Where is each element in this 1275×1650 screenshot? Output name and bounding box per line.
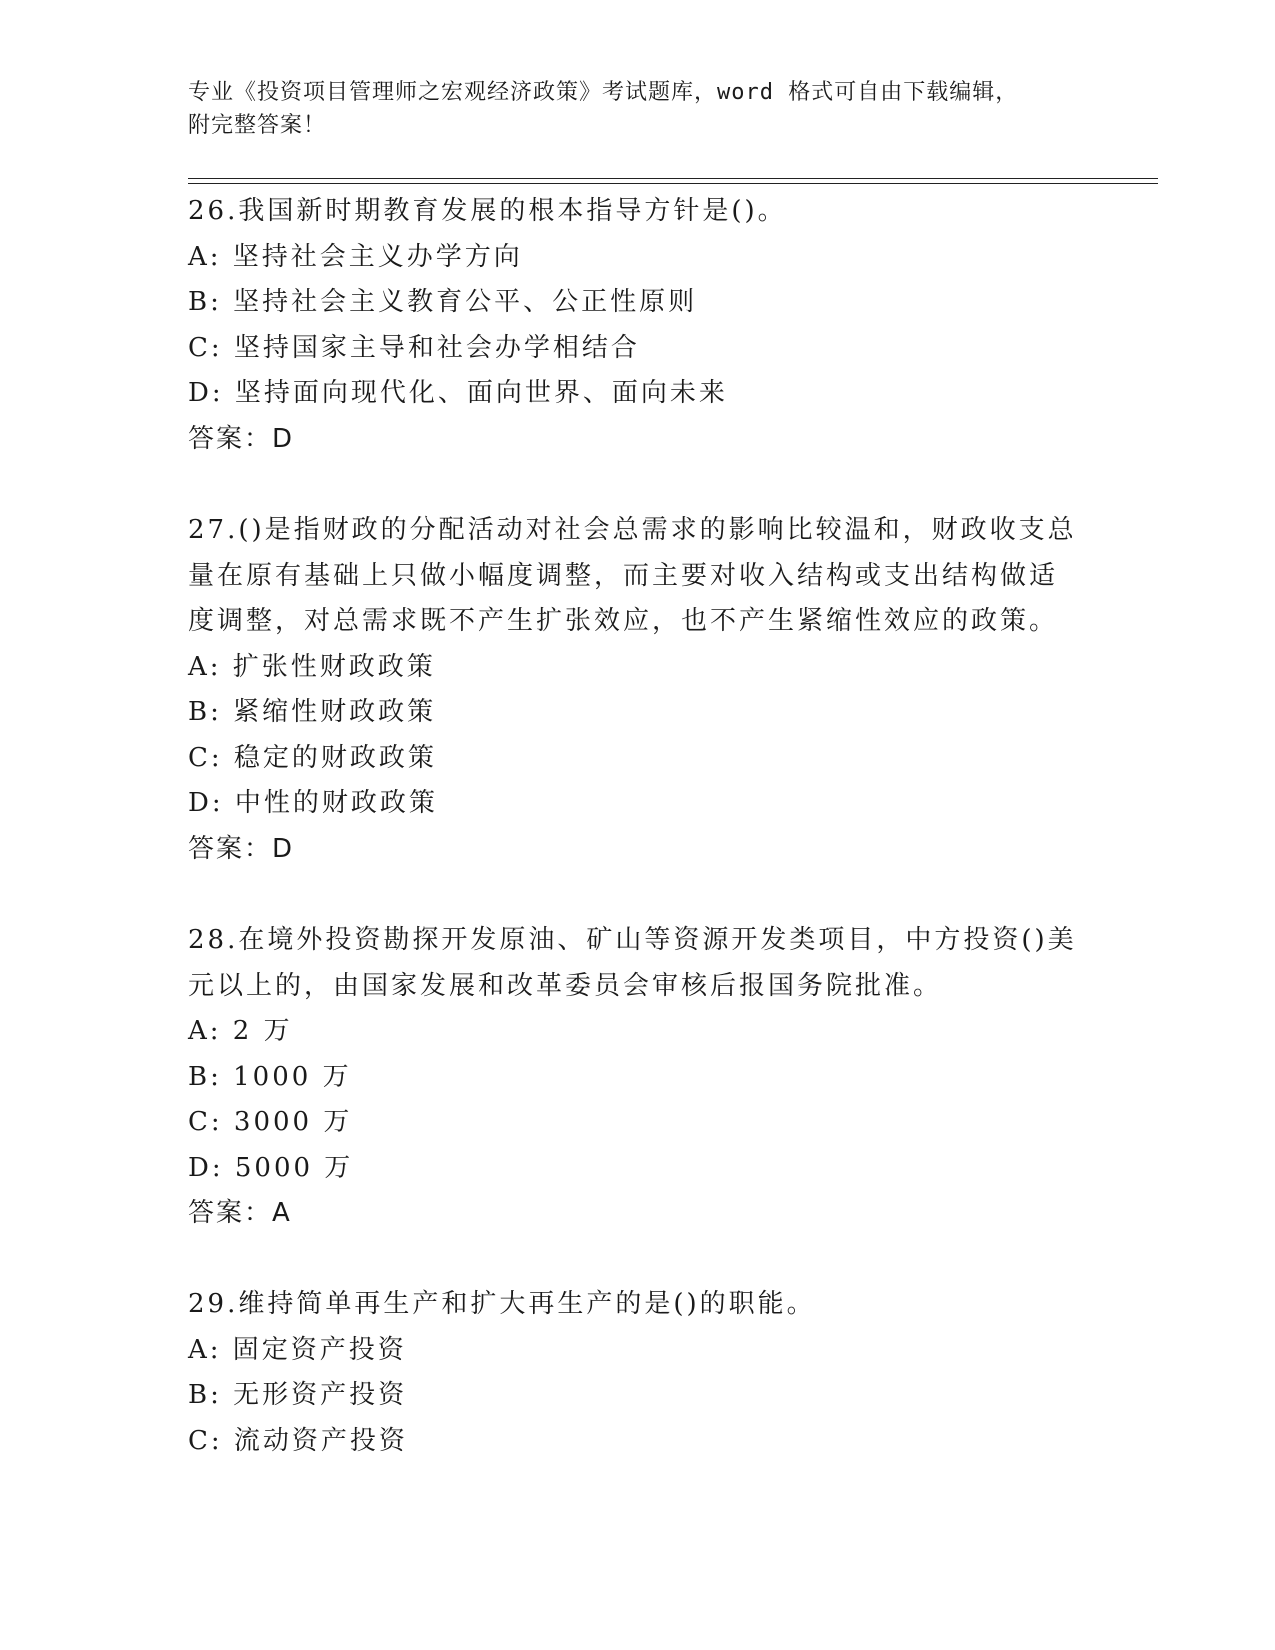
question-stem	[188, 189, 1088, 235]
option-d: D: 5000 万	[188, 1152, 354, 1183]
option-a: A: 固定资产投资	[188, 1334, 407, 1365]
document-header	[188, 76, 1068, 142]
question-27	[188, 508, 1088, 872]
question-stem	[188, 508, 1088, 645]
header-line: 专业《投资项目管理师之宏观经济政策》考试题库，word 格式可自由下载编辑，	[188, 80, 1019, 105]
header-divider-bottom	[188, 183, 1158, 184]
answer: 答案：A	[188, 1198, 292, 1228]
option-d: D: 中性的财政政策	[188, 788, 438, 818]
option-a: A: 扩张性财政政策	[188, 651, 436, 682]
stem-line: 元以上的，由国家发展和改革委员会审核后报国务院批准。	[188, 970, 943, 1001]
option-c: C: 3000 万	[188, 1107, 353, 1137]
header-divider-top	[188, 178, 1158, 179]
question-29	[188, 1282, 1088, 1464]
option-c: C: 流动资产投资	[188, 1425, 408, 1456]
stem-line: 度调整，对总需求既不产生扩张效应，也不产生紧缩性效应的政策。	[188, 606, 1059, 636]
stem-line: 28.在境外投资勘探开发原油、矿山等资源开发类项目，中方投资()美	[188, 925, 1077, 955]
stem-line: 量在原有基础上只做小幅度调整，而主要对收入结构或支出结构做适	[188, 560, 1059, 591]
question-stem	[188, 1282, 1088, 1328]
answer: 答案：D	[188, 833, 295, 864]
stem-line: 27.()是指财政的分配活动对社会总需求的影响比较温和，财政收支总	[188, 515, 1077, 545]
option-a: A: 2 万	[188, 1016, 293, 1046]
option-c: C: 坚持国家主导和社会办学相结合	[188, 332, 640, 363]
option-a: A: 坚持社会主义办学方向	[188, 241, 523, 272]
option-d: D: 坚持面向现代化、面向世界、面向未来	[188, 378, 728, 408]
question-28	[188, 918, 1088, 1237]
question-stem	[188, 918, 1088, 1009]
header-line: 附完整答案！	[188, 113, 327, 138]
option-b: B: 无形资产投资	[188, 1380, 408, 1410]
stem-line: 29.维持简单再生产和扩大再生产的是()的职能。	[188, 1289, 816, 1319]
answer: 答案：D	[188, 423, 295, 454]
question-26	[188, 189, 1088, 462]
option-b: B: 1000 万	[188, 1061, 352, 1092]
option-c: C: 稳定的财政政策	[188, 742, 437, 773]
stem-line: 26.我国新时期教育发展的根本指导方针是()。	[188, 196, 787, 226]
option-b: B: 紧缩性财政政策	[188, 697, 437, 727]
option-b: B: 坚持社会主义教育公平、公正性原则	[188, 287, 698, 317]
